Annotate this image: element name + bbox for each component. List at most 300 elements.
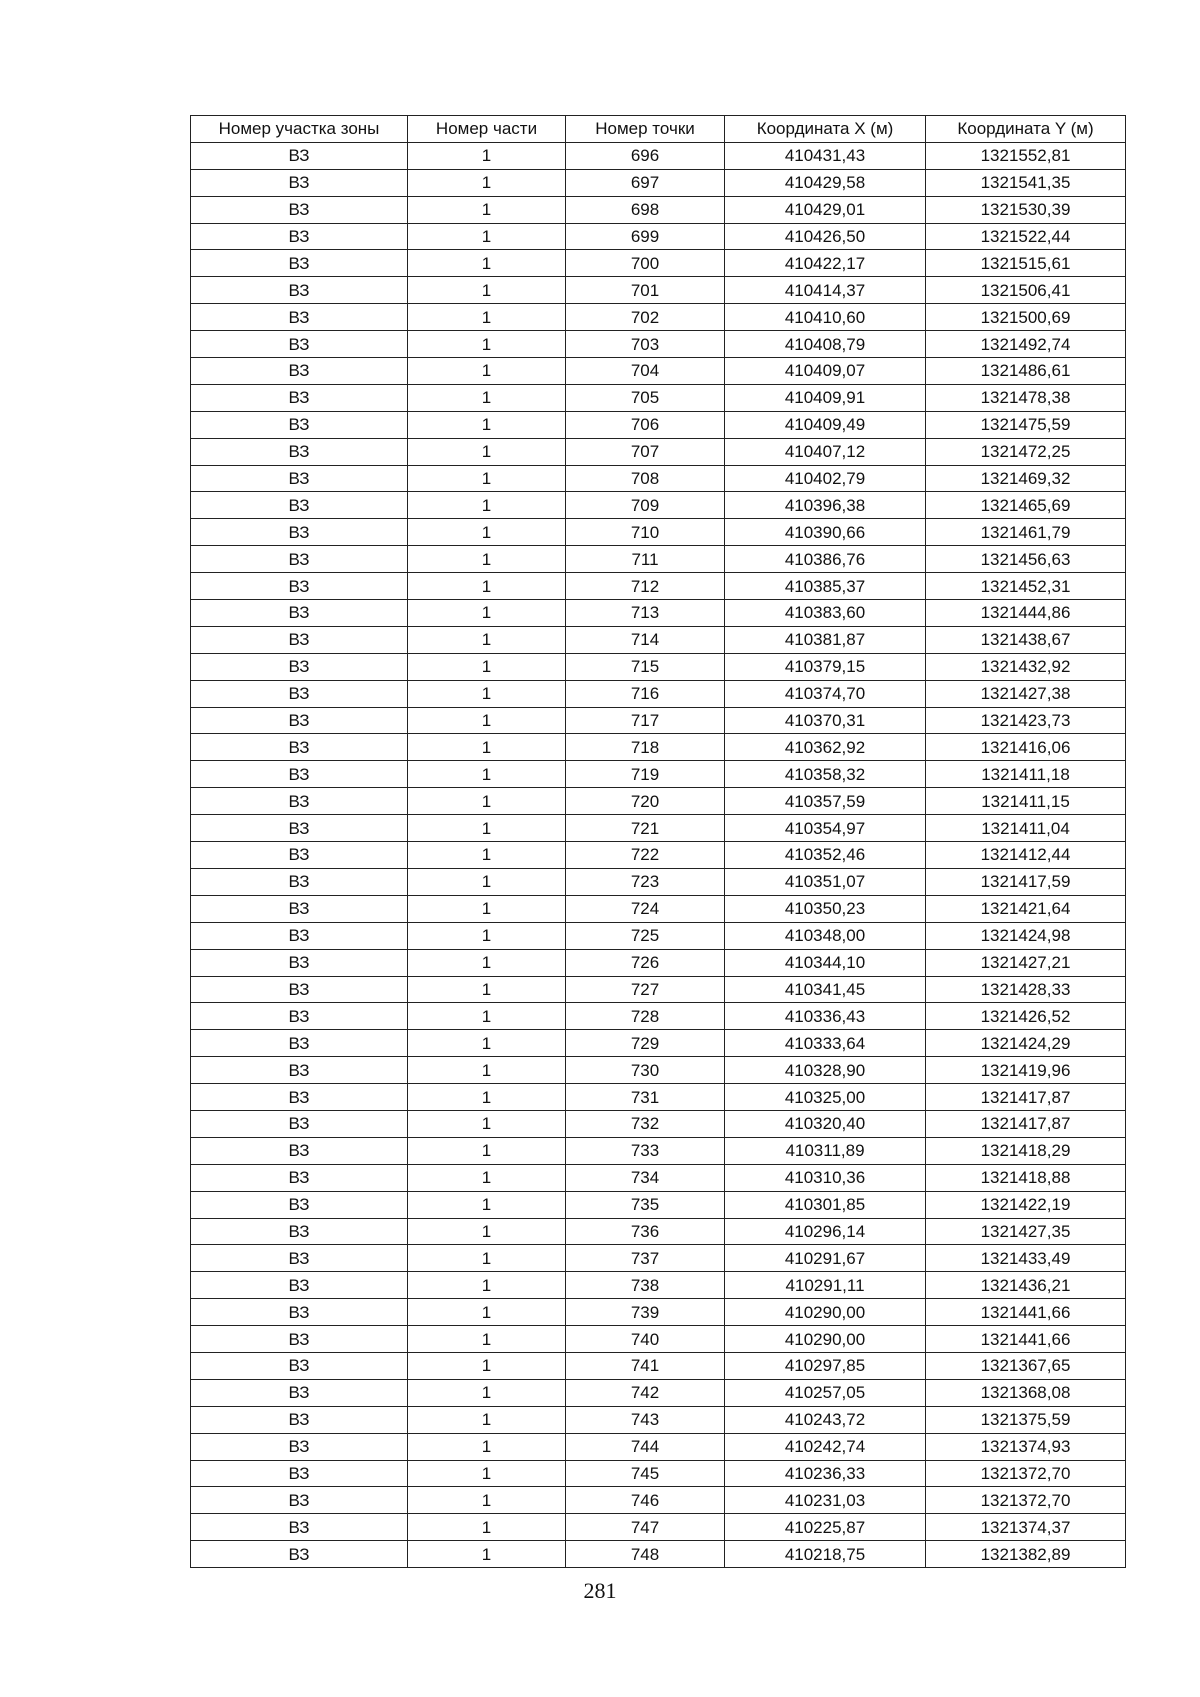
cell-part-number: 1 [408, 895, 566, 922]
cell-zone-section: ВЗ [191, 1487, 408, 1514]
cell-coordinate-y: 1321433,49 [926, 1245, 1126, 1272]
cell-coordinate-x: 410429,58 [725, 169, 926, 196]
cell-part-number: 1 [408, 1164, 566, 1191]
cell-point-number: 733 [566, 1137, 725, 1164]
cell-coordinate-y: 1321419,96 [926, 1057, 1126, 1084]
table-header-row [191, 116, 1126, 143]
table-row [191, 411, 1126, 438]
cell-point-number: 719 [566, 761, 725, 788]
cell-coordinate-x: 410426,50 [725, 223, 926, 250]
cell-coordinate-x: 410336,43 [725, 1003, 926, 1030]
cell-part-number: 1 [408, 600, 566, 627]
cell-coordinate-y: 1321500,69 [926, 304, 1126, 331]
table-row [191, 1379, 1126, 1406]
cell-point-number: 710 [566, 519, 725, 546]
table-row [191, 1218, 1126, 1245]
cell-coordinate-y: 1321444,86 [926, 600, 1126, 627]
cell-coordinate-y: 1321436,21 [926, 1272, 1126, 1299]
cell-point-number: 742 [566, 1379, 725, 1406]
cell-coordinate-y: 1321423,73 [926, 707, 1126, 734]
cell-zone-section: ВЗ [191, 465, 408, 492]
cell-part-number: 1 [408, 788, 566, 815]
cell-zone-section: ВЗ [191, 492, 408, 519]
cell-coordinate-y: 1321438,67 [926, 626, 1126, 653]
cell-zone-section: ВЗ [191, 1299, 408, 1326]
cell-coordinate-y: 1321441,66 [926, 1299, 1126, 1326]
cell-coordinate-x: 410296,14 [725, 1218, 926, 1245]
cell-coordinate-x: 410348,00 [725, 922, 926, 949]
cell-point-number: 735 [566, 1191, 725, 1218]
cell-coordinate-x: 410350,23 [725, 895, 926, 922]
table-row [191, 1191, 1126, 1218]
cell-point-number: 728 [566, 1003, 725, 1030]
cell-part-number: 1 [408, 707, 566, 734]
table-row [191, 707, 1126, 734]
cell-point-number: 730 [566, 1057, 725, 1084]
table-row [191, 277, 1126, 304]
cell-point-number: 700 [566, 250, 725, 277]
cell-part-number: 1 [408, 1406, 566, 1433]
header-part-number: Номер части [408, 116, 566, 143]
cell-zone-section: ВЗ [191, 1514, 408, 1541]
table-row [191, 1514, 1126, 1541]
cell-point-number: 701 [566, 277, 725, 304]
table-row [191, 492, 1126, 519]
cell-coordinate-x: 410362,92 [725, 734, 926, 761]
cell-part-number: 1 [408, 304, 566, 331]
cell-coordinate-x: 410328,90 [725, 1057, 926, 1084]
cell-part-number: 1 [408, 1137, 566, 1164]
cell-zone-section: ВЗ [191, 815, 408, 842]
cell-point-number: 727 [566, 976, 725, 1003]
cell-part-number: 1 [408, 1299, 566, 1326]
table-header [191, 116, 1126, 143]
cell-coordinate-y: 1321522,44 [926, 223, 1126, 250]
table-row [191, 519, 1126, 546]
cell-coordinate-y: 1321411,04 [926, 815, 1126, 842]
cell-zone-section: ВЗ [191, 1030, 408, 1057]
cell-zone-section: ВЗ [191, 1272, 408, 1299]
cell-coordinate-y: 1321367,65 [926, 1352, 1126, 1379]
table-row [191, 1406, 1126, 1433]
cell-point-number: 748 [566, 1541, 725, 1568]
cell-part-number: 1 [408, 1084, 566, 1111]
table-row [191, 815, 1126, 842]
table-row [191, 331, 1126, 358]
cell-zone-section: ВЗ [191, 895, 408, 922]
cell-zone-section: ВЗ [191, 223, 408, 250]
cell-zone-section: ВЗ [191, 976, 408, 1003]
cell-zone-section: ВЗ [191, 1433, 408, 1460]
cell-coordinate-y: 1321368,08 [926, 1379, 1126, 1406]
table-row [191, 1164, 1126, 1191]
cell-zone-section: ВЗ [191, 1352, 408, 1379]
cell-coordinate-y: 1321427,38 [926, 680, 1126, 707]
cell-point-number: 723 [566, 868, 725, 895]
table-row [191, 600, 1126, 627]
cell-point-number: 737 [566, 1245, 725, 1272]
table-row [191, 680, 1126, 707]
cell-coordinate-y: 1321456,63 [926, 546, 1126, 573]
cell-coordinate-x: 410218,75 [725, 1541, 926, 1568]
cell-coordinate-y: 1321552,81 [926, 142, 1126, 169]
cell-coordinate-y: 1321441,66 [926, 1326, 1126, 1353]
table-row [191, 1084, 1126, 1111]
cell-coordinate-y: 1321417,59 [926, 868, 1126, 895]
table-row [191, 142, 1126, 169]
page-number: 281 [583, 1578, 617, 1603]
cell-coordinate-x: 410301,85 [725, 1191, 926, 1218]
table-row [191, 1057, 1126, 1084]
cell-point-number: 739 [566, 1299, 725, 1326]
cell-zone-section: ВЗ [191, 1379, 408, 1406]
cell-coordinate-y: 1321372,70 [926, 1460, 1126, 1487]
cell-part-number: 1 [408, 546, 566, 573]
cell-part-number: 1 [408, 1191, 566, 1218]
cell-coordinate-x: 410231,03 [725, 1487, 926, 1514]
cell-part-number: 1 [408, 868, 566, 895]
table-row [191, 1433, 1126, 1460]
cell-zone-section: ВЗ [191, 788, 408, 815]
cell-part-number: 1 [408, 976, 566, 1003]
cell-coordinate-x: 410344,10 [725, 949, 926, 976]
cell-part-number: 1 [408, 1218, 566, 1245]
cell-coordinate-x: 410407,12 [725, 438, 926, 465]
cell-coordinate-y: 1321372,70 [926, 1487, 1126, 1514]
cell-point-number: 703 [566, 331, 725, 358]
cell-coordinate-y: 1321417,87 [926, 1110, 1126, 1137]
cell-coordinate-x: 410379,15 [725, 653, 926, 680]
cell-part-number: 1 [408, 573, 566, 600]
cell-coordinate-x: 410414,37 [725, 277, 926, 304]
cell-point-number: 724 [566, 895, 725, 922]
cell-point-number: 743 [566, 1406, 725, 1433]
cell-coordinate-y: 1321424,98 [926, 922, 1126, 949]
cell-coordinate-x: 410409,49 [725, 411, 926, 438]
cell-zone-section: ВЗ [191, 868, 408, 895]
cell-coordinate-y: 1321424,29 [926, 1030, 1126, 1057]
cell-coordinate-x: 410257,05 [725, 1379, 926, 1406]
cell-point-number: 720 [566, 788, 725, 815]
cell-coordinate-y: 1321541,35 [926, 169, 1126, 196]
table-row [191, 1110, 1126, 1137]
cell-coordinate-x: 410381,87 [725, 626, 926, 653]
cell-point-number: 725 [566, 922, 725, 949]
cell-part-number: 1 [408, 331, 566, 358]
cell-part-number: 1 [408, 922, 566, 949]
table-row [191, 626, 1126, 653]
cell-part-number: 1 [408, 196, 566, 223]
cell-zone-section: ВЗ [191, 304, 408, 331]
cell-zone-section: ВЗ [191, 1460, 408, 1487]
table-row [191, 465, 1126, 492]
cell-point-number: 745 [566, 1460, 725, 1487]
cell-coordinate-x: 410320,40 [725, 1110, 926, 1137]
cell-zone-section: ВЗ [191, 1326, 408, 1353]
cell-coordinate-y: 1321411,18 [926, 761, 1126, 788]
cell-coordinate-x: 410310,36 [725, 1164, 926, 1191]
coordinates-table [190, 115, 1126, 1568]
cell-zone-section: ВЗ [191, 1110, 408, 1137]
table-row [191, 922, 1126, 949]
table-row [191, 1460, 1126, 1487]
cell-coordinate-x: 410410,60 [725, 304, 926, 331]
cell-coordinate-y: 1321530,39 [926, 196, 1126, 223]
cell-coordinate-y: 1321374,93 [926, 1433, 1126, 1460]
cell-zone-section: ВЗ [191, 1245, 408, 1272]
cell-part-number: 1 [408, 1433, 566, 1460]
cell-zone-section: ВЗ [191, 1057, 408, 1084]
cell-part-number: 1 [408, 223, 566, 250]
cell-coordinate-x: 410311,89 [725, 1137, 926, 1164]
cell-part-number: 1 [408, 411, 566, 438]
cell-coordinate-y: 1321422,19 [926, 1191, 1126, 1218]
cell-part-number: 1 [408, 1003, 566, 1030]
table-row [191, 842, 1126, 869]
cell-part-number: 1 [408, 1352, 566, 1379]
cell-zone-section: ВЗ [191, 734, 408, 761]
cell-coordinate-y: 1321374,37 [926, 1514, 1126, 1541]
cell-coordinate-x: 410291,11 [725, 1272, 926, 1299]
cell-coordinate-x: 410390,66 [725, 519, 926, 546]
cell-zone-section: ВЗ [191, 707, 408, 734]
cell-coordinate-x: 410291,67 [725, 1245, 926, 1272]
cell-part-number: 1 [408, 465, 566, 492]
cell-coordinate-x: 410290,00 [725, 1326, 926, 1353]
table-row [191, 1137, 1126, 1164]
cell-coordinate-y: 1321418,88 [926, 1164, 1126, 1191]
cell-coordinate-x: 410297,85 [725, 1352, 926, 1379]
cell-part-number: 1 [408, 1030, 566, 1057]
cell-coordinate-x: 410236,33 [725, 1460, 926, 1487]
header-point-number: Номер точки [566, 116, 725, 143]
cell-point-number: 734 [566, 1164, 725, 1191]
cell-point-number: 696 [566, 142, 725, 169]
cell-point-number: 702 [566, 304, 725, 331]
cell-point-number: 698 [566, 196, 725, 223]
cell-coordinate-x: 410408,79 [725, 331, 926, 358]
table-row [191, 653, 1126, 680]
cell-coordinate-y: 1321427,21 [926, 949, 1126, 976]
table-row [191, 1245, 1126, 1272]
cell-part-number: 1 [408, 250, 566, 277]
cell-part-number: 1 [408, 277, 566, 304]
cell-part-number: 1 [408, 680, 566, 707]
table-row [191, 1352, 1126, 1379]
cell-coordinate-x: 410422,17 [725, 250, 926, 277]
cell-coordinate-x: 410341,45 [725, 976, 926, 1003]
cell-part-number: 1 [408, 949, 566, 976]
cell-coordinate-x: 410242,74 [725, 1433, 926, 1460]
cell-point-number: 707 [566, 438, 725, 465]
cell-zone-section: ВЗ [191, 573, 408, 600]
cell-coordinate-x: 410409,91 [725, 384, 926, 411]
table-row [191, 196, 1126, 223]
cell-coordinate-y: 1321428,33 [926, 976, 1126, 1003]
header-coordinate-x: Координата X (м) [725, 116, 926, 143]
cell-zone-section: ВЗ [191, 1137, 408, 1164]
cell-coordinate-y: 1321411,15 [926, 788, 1126, 815]
cell-point-number: 715 [566, 653, 725, 680]
cell-coordinate-x: 410358,32 [725, 761, 926, 788]
table-row [191, 1272, 1126, 1299]
cell-part-number: 1 [408, 1460, 566, 1487]
table-body [191, 142, 1126, 1567]
cell-part-number: 1 [408, 358, 566, 385]
table-row [191, 895, 1126, 922]
cell-point-number: 705 [566, 384, 725, 411]
cell-zone-section: ВЗ [191, 519, 408, 546]
cell-coordinate-y: 1321427,35 [926, 1218, 1126, 1245]
cell-zone-section: ВЗ [191, 626, 408, 653]
cell-part-number: 1 [408, 384, 566, 411]
cell-coordinate-y: 1321432,92 [926, 653, 1126, 680]
cell-point-number: 731 [566, 1084, 725, 1111]
cell-coordinate-x: 410429,01 [725, 196, 926, 223]
table-row [191, 1003, 1126, 1030]
cell-zone-section: ВЗ [191, 1003, 408, 1030]
cell-point-number: 740 [566, 1326, 725, 1353]
cell-point-number: 706 [566, 411, 725, 438]
cell-zone-section: ВЗ [191, 438, 408, 465]
cell-part-number: 1 [408, 1272, 566, 1299]
cell-zone-section: ВЗ [191, 331, 408, 358]
table-row [191, 1299, 1126, 1326]
cell-point-number: 744 [566, 1433, 725, 1460]
cell-coordinate-y: 1321417,87 [926, 1084, 1126, 1111]
table-row [191, 169, 1126, 196]
cell-part-number: 1 [408, 626, 566, 653]
cell-coordinate-y: 1321461,79 [926, 519, 1126, 546]
table-row [191, 223, 1126, 250]
table-row [191, 788, 1126, 815]
cell-point-number: 718 [566, 734, 725, 761]
cell-point-number: 729 [566, 1030, 725, 1057]
table-row [191, 761, 1126, 788]
cell-coordinate-y: 1321492,74 [926, 331, 1126, 358]
table-row [191, 384, 1126, 411]
cell-part-number: 1 [408, 842, 566, 869]
cell-part-number: 1 [408, 1057, 566, 1084]
cell-point-number: 704 [566, 358, 725, 385]
table-row [191, 868, 1126, 895]
cell-part-number: 1 [408, 519, 566, 546]
cell-coordinate-y: 1321469,32 [926, 465, 1126, 492]
cell-zone-section: ВЗ [191, 1218, 408, 1245]
table-row [191, 734, 1126, 761]
cell-zone-section: ВЗ [191, 1406, 408, 1433]
cell-zone-section: ВЗ [191, 1191, 408, 1218]
cell-coordinate-y: 1321418,29 [926, 1137, 1126, 1164]
cell-point-number: 722 [566, 842, 725, 869]
table-row [191, 250, 1126, 277]
cell-part-number: 1 [408, 492, 566, 519]
cell-coordinate-x: 410352,46 [725, 842, 926, 869]
cell-point-number: 717 [566, 707, 725, 734]
cell-coordinate-x: 410383,60 [725, 600, 926, 627]
cell-coordinate-y: 1321421,64 [926, 895, 1126, 922]
table-row [191, 358, 1126, 385]
cell-zone-section: ВЗ [191, 600, 408, 627]
cell-coordinate-y: 1321382,89 [926, 1541, 1126, 1568]
cell-coordinate-y: 1321465,69 [926, 492, 1126, 519]
cell-coordinate-x: 410402,79 [725, 465, 926, 492]
cell-point-number: 736 [566, 1218, 725, 1245]
cell-point-number: 738 [566, 1272, 725, 1299]
cell-part-number: 1 [408, 734, 566, 761]
table-row [191, 1030, 1126, 1057]
cell-point-number: 721 [566, 815, 725, 842]
cell-point-number: 726 [566, 949, 725, 976]
cell-coordinate-y: 1321515,61 [926, 250, 1126, 277]
table-row [191, 1541, 1126, 1568]
cell-coordinate-x: 410370,31 [725, 707, 926, 734]
table-row [191, 949, 1126, 976]
cell-zone-section: ВЗ [191, 949, 408, 976]
cell-part-number: 1 [408, 761, 566, 788]
cell-point-number: 712 [566, 573, 725, 600]
cell-part-number: 1 [408, 438, 566, 465]
cell-coordinate-y: 1321486,61 [926, 358, 1126, 385]
cell-part-number: 1 [408, 1379, 566, 1406]
cell-coordinate-x: 410354,97 [725, 815, 926, 842]
cell-point-number: 714 [566, 626, 725, 653]
cell-part-number: 1 [408, 169, 566, 196]
table-row [191, 438, 1126, 465]
cell-zone-section: ВЗ [191, 196, 408, 223]
cell-point-number: 699 [566, 223, 725, 250]
cell-zone-section: ВЗ [191, 1541, 408, 1568]
cell-point-number: 711 [566, 546, 725, 573]
cell-zone-section: ВЗ [191, 358, 408, 385]
cell-point-number: 713 [566, 600, 725, 627]
cell-zone-section: ВЗ [191, 680, 408, 707]
cell-coordinate-y: 1321375,59 [926, 1406, 1126, 1433]
cell-coordinate-x: 410409,07 [725, 358, 926, 385]
cell-coordinate-x: 410374,70 [725, 680, 926, 707]
cell-coordinate-x: 410290,00 [725, 1299, 926, 1326]
cell-zone-section: ВЗ [191, 277, 408, 304]
cell-zone-section: ВЗ [191, 842, 408, 869]
cell-part-number: 1 [408, 1326, 566, 1353]
cell-part-number: 1 [408, 1487, 566, 1514]
cell-point-number: 746 [566, 1487, 725, 1514]
table-row [191, 546, 1126, 573]
cell-point-number: 708 [566, 465, 725, 492]
cell-coordinate-y: 1321472,25 [926, 438, 1126, 465]
cell-coordinate-x: 410351,07 [725, 868, 926, 895]
cell-coordinate-x: 410385,37 [725, 573, 926, 600]
cell-zone-section: ВЗ [191, 922, 408, 949]
cell-zone-section: ВЗ [191, 1084, 408, 1111]
cell-part-number: 1 [408, 653, 566, 680]
table-row [191, 1487, 1126, 1514]
table-row [191, 1326, 1126, 1353]
cell-coordinate-x: 410357,59 [725, 788, 926, 815]
cell-zone-section: ВЗ [191, 142, 408, 169]
cell-zone-section: ВЗ [191, 653, 408, 680]
cell-part-number: 1 [408, 1110, 566, 1137]
cell-coordinate-x: 410243,72 [725, 1406, 926, 1433]
table-row [191, 976, 1126, 1003]
cell-coordinate-y: 1321452,31 [926, 573, 1126, 600]
cell-part-number: 1 [408, 1514, 566, 1541]
cell-zone-section: ВЗ [191, 250, 408, 277]
cell-coordinate-y: 1321412,44 [926, 842, 1126, 869]
cell-coordinate-y: 1321478,38 [926, 384, 1126, 411]
cell-zone-section: ВЗ [191, 761, 408, 788]
cell-coordinate-x: 410396,38 [725, 492, 926, 519]
